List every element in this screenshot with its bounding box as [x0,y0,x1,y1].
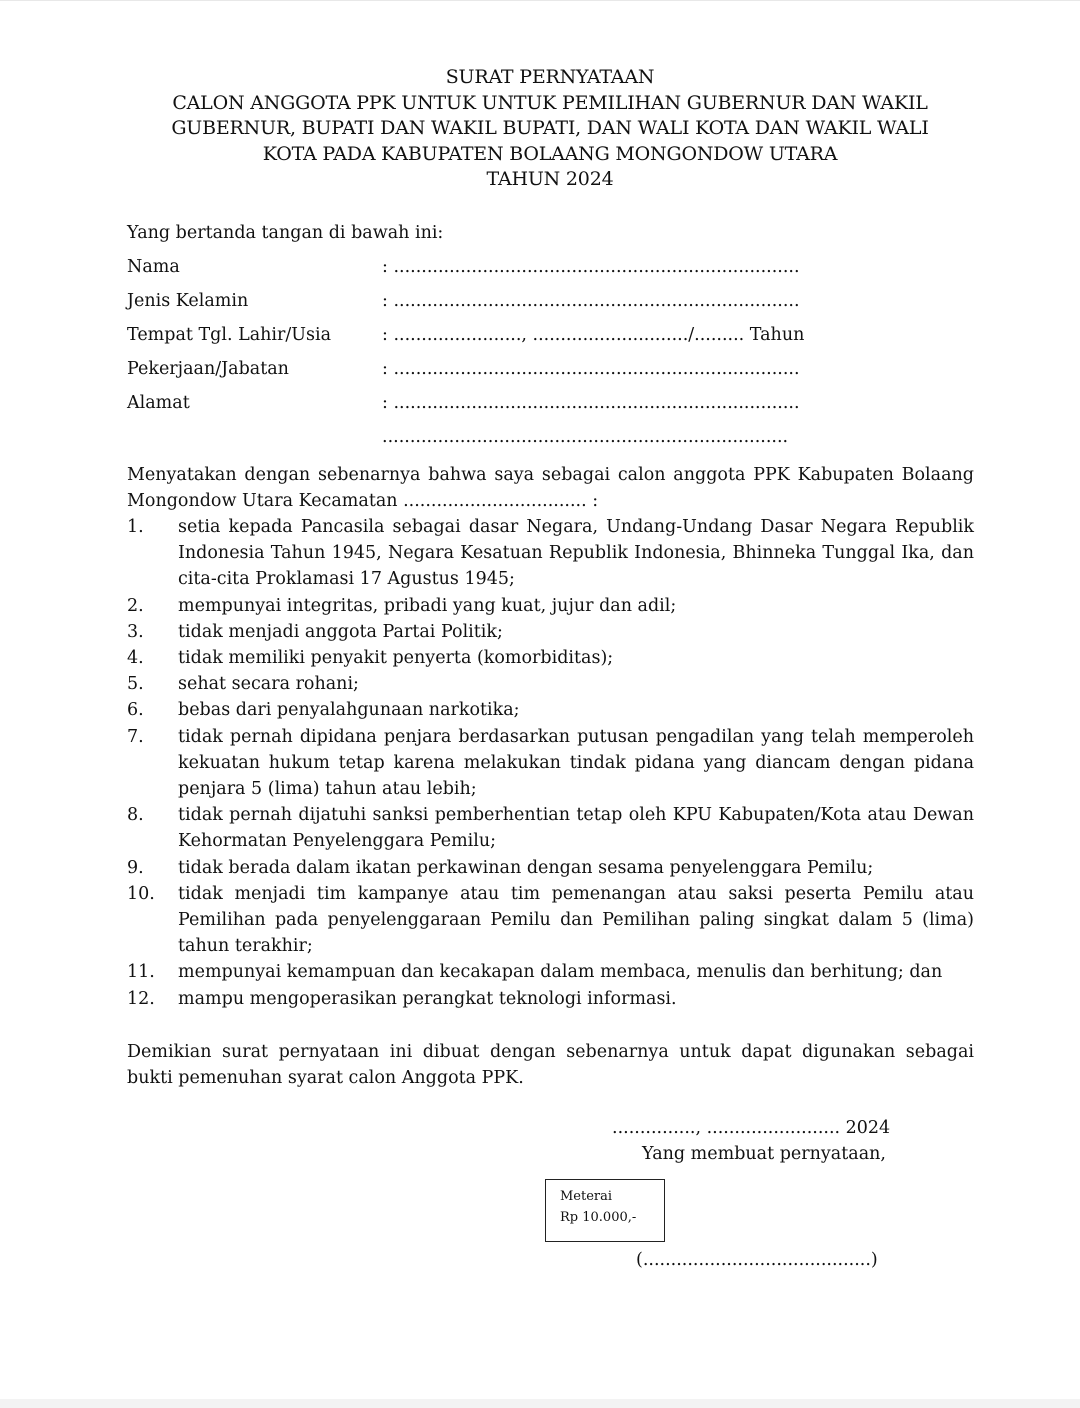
field-alamat-continued [127,427,788,447]
signature-name-placeholder: (.........................................) [636,1250,878,1270]
field-label: Alamat [127,393,190,413]
field-label: Pekerjaan/Jabatan [127,359,289,379]
field-jenis-kelamin [127,291,800,311]
item-text: sehat secara rohani; [178,674,359,695]
title-line: CALON ANGGOTA PPK UNTUK UNTUK PEMILIHAN GUBERNUR DAN WAKIL [172,91,928,114]
meterai-stamp-box [545,1179,665,1242]
item-text: tidak pernah dijatuhi sanksi pemberhentian tetap oleh KPU Kabupaten/Kota atau Dewan Kehormatan Penyelenggara Pemilu; [178,805,974,852]
list-item [127,593,974,619]
item-text: setia kepada Pancasila sebagai dasar Negara, Undang-Undang Dasar Negara Republik Indonesia Tahun 1945, Negara Kesatuan Republik Indonesia, Bhinneka Tunggal Ika, dan cita-cita Proklamasi 17 Agustus 1945; [178,517,974,590]
title-line: GUBERNUR, BUPATI DAN WAKIL BUPATI, DAN WALI KOTA DAN WAKIL WALI [171,117,929,139]
stamp-value: Rp 10.000,- [560,1210,637,1225]
title-line: TAHUN 2024 [486,168,614,190]
list-item [127,671,974,697]
list-item [127,514,974,593]
signature-place-date: ..............., ........................ 2024 [612,1118,891,1138]
list-item [127,645,974,671]
stamp-label: Meterai [560,1189,613,1204]
field-value: : ......................................................................... [382,359,800,379]
field-value: : ......................., ............................/......... Tahun [382,325,805,345]
field-value: : ......................................................................... [382,257,800,277]
list-item [127,724,974,803]
item-number: 8. [127,805,144,826]
item-number: 11. [127,962,155,983]
item-text: tidak pernah dipidana penjara berdasarkan putusan pengadilan yang telah memperoleh kekuatan hukum tetap karena melakukan tindak pidana yang diancam dengan pidana penjara 5 (lima) tahun atau lebih; [178,726,974,800]
field-value: : ......................................................................... [382,393,800,413]
requirements-list [127,514,974,1012]
item-text: tidak berada dalam ikatan perkawinan dengan sesama penyelenggara Pemilu; [178,857,874,878]
field-value: : ......................................................................... [382,291,800,311]
statement-intro: Menyatakan dengan sebenarnya bahwa saya sebagai calon anggota PPK Kabupaten Bolaang Mongondow Utara Kecamatan ................................. : [127,465,974,511]
document-title [120,65,980,193]
list-item [127,959,974,985]
list-item [127,697,974,723]
item-number: 1. [127,517,144,537]
field-value: ......................................................................... [382,427,789,447]
item-text: bebas dari penyalahgunaan narkotika; [178,700,520,721]
item-number: 2. [127,595,144,616]
list-item [127,881,974,960]
intro-text: Yang bertanda tangan di bawah ini: [127,223,444,243]
list-item [127,619,974,645]
item-text: tidak memiliki penyakit penyerta (komorbiditas); [178,648,614,669]
item-number: 7. [127,726,144,747]
item-text: mempunyai integritas, pribadi yang kuat, jujur dan adil; [178,595,677,616]
title-line: SURAT PERNYATAAN [445,66,655,88]
item-text: mempunyai kemampuan dan kecakapan dalam membaca, menulis dan berhitung; dan [178,962,943,983]
item-number: 9. [127,857,144,878]
field-label: Nama [127,257,180,277]
field-label: Tempat Tgl. Lahir/Usia [127,325,332,345]
closing-paragraph: Demikian surat pernyataan ini dibuat dengan sebenarnya untuk dapat digunakan sebagai bukti pemenuhan syarat calon Anggota PPK. [127,1042,974,1088]
item-number: 10. [127,883,155,904]
field-tempat-tgl-lahir [127,325,804,345]
item-number: 3. [127,621,144,642]
item-number: 6. [127,700,144,721]
list-item [127,855,974,881]
item-text: mampu mengoperasikan perangkat teknologi informasi. [178,988,677,1009]
field-pekerjaan [127,359,800,379]
field-nama [127,257,800,277]
field-label: Jenis Kelamin [127,291,249,311]
title-line: KOTA PADA KABUPATEN BOLAANG MONGONDOW UTARA [262,142,838,165]
item-number: 5. [127,674,144,695]
item-number: 12. [127,988,155,1009]
item-number: 4. [127,648,144,669]
signature-maker-label: Yang membuat pernyataan, [642,1144,886,1164]
field-alamat [127,393,800,413]
list-item [127,802,974,854]
list-item [127,986,974,1012]
item-text: tidak menjadi anggota Partai Politik; [178,621,503,642]
item-text: tidak menjadi tim kampanye atau tim pemenangan atau saksi peserta Pemilu atau Pemilihan pada penyelenggaraan Pemilu dan Pemilihan paling singkat dalam 5 (lima) tahun terakhir; [178,883,974,957]
